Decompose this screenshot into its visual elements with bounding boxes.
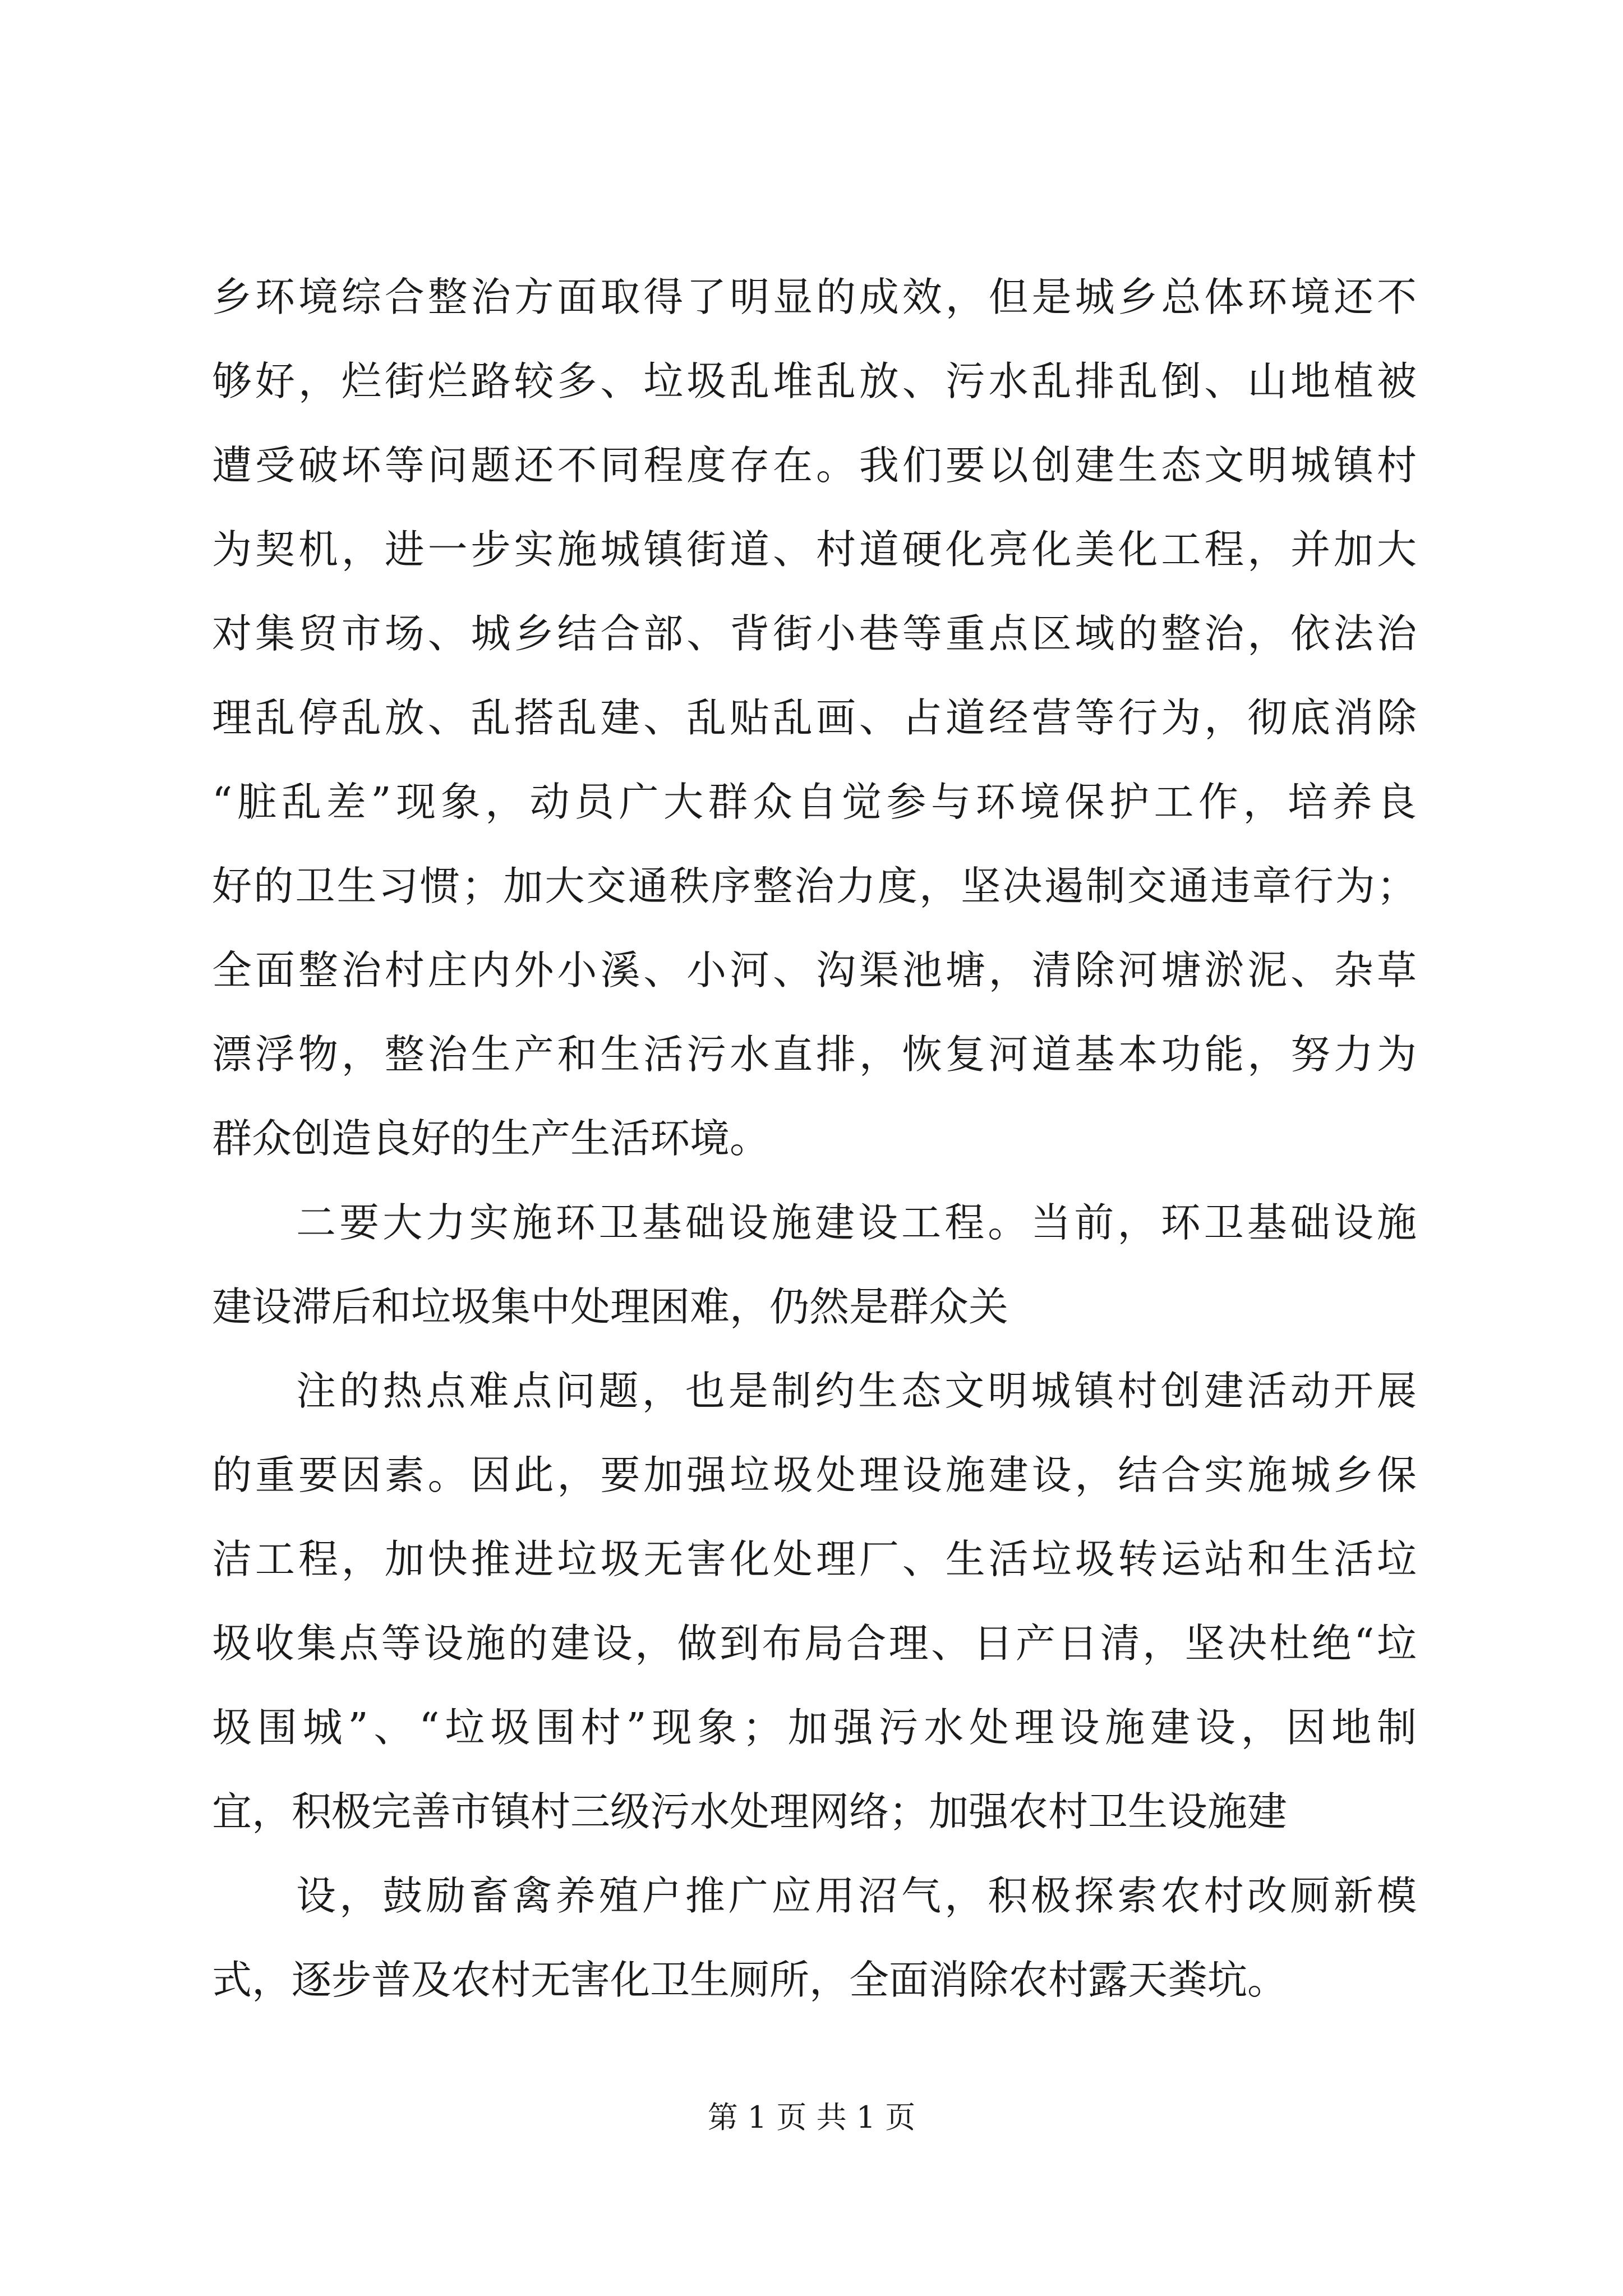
text-line: 对集贸市场、城乡结合部、背街小巷等重点区域的整治，依法治	[212, 610, 1417, 657]
text-line: 漂浮物，整治生产和生活污水直排，恢复河道基本功能，努力为	[212, 1031, 1417, 1078]
text-line: 的重要因素。因此，要加强垃圾处理设施建设，结合实施城乡保	[212, 1452, 1417, 1498]
page-number: 第 1 页 共 1 页	[707, 2100, 916, 2135]
text-line: 理乱停乱放、乱搭乱建、乱贴乱画、占道经营等行为，彻底消除	[212, 694, 1417, 741]
text-line: 建设滞后和垃圾集中处理困难，仍然是群众关	[212, 1283, 1009, 1330]
text-line: 宜，积极完善市镇村三级污水处理网络；加强农村卫生设施建	[212, 1788, 1288, 1835]
text-line: 为契机，进一步实施城镇街道、村道硬化亮化美化工程，并加大	[212, 526, 1417, 573]
text-line: 乡环境综合整治方面取得了明显的成效，但是城乡总体环境还不	[212, 274, 1417, 320]
text-line: 圾收集点等设施的建设，做到布局合理、日产日清，坚决杜绝“垃	[212, 1620, 1417, 1667]
text-line: 注的热点难点问题，也是制约生态文明城镇村创建活动开展	[296, 1368, 1417, 1414]
text-line: 圾围城”、“垃圾围村”现象；加强污水处理设施建设，因地制	[212, 1704, 1417, 1751]
text-line: “脏乱差”现象，动员广大群众自觉参与环境保护工作，培养良	[212, 779, 1417, 825]
text-line: 够好，烂街烂路较多、垃圾乱堆乱放、污水乱排乱倒、山地植被	[212, 358, 1417, 404]
text-line: 遭受破坏等问题还不同程度存在。我们要以创建生态文明城镇村	[212, 442, 1417, 489]
text-line: 式，逐步普及农村无害化卫生厕所，全面消除农村露天粪坑。	[212, 1957, 1288, 2003]
text-line: 二要大力实施环卫基础设施建设工程。当前，环卫基础设施	[296, 1199, 1417, 1246]
text-line: 全面整治村庄内外小溪、小河、沟渠池塘，清除河塘淤泥、杂草	[212, 947, 1417, 993]
text-line: 设，鼓励畜禽养殖户推广应用沼气，积极探索农村改厕新模	[296, 1872, 1417, 1919]
body-text	[212, 255, 1417, 2022]
text-line: 洁工程，加快推进垃圾无害化处理厂、生活垃圾转运站和生活垃	[212, 1536, 1417, 1582]
text-line: 好的卫生习惯；加大交通秩序整治力度，坚决遏制交通违章行为；	[212, 863, 1417, 909]
text-line: 群众创造良好的生产生活环境。	[212, 1115, 770, 1162]
